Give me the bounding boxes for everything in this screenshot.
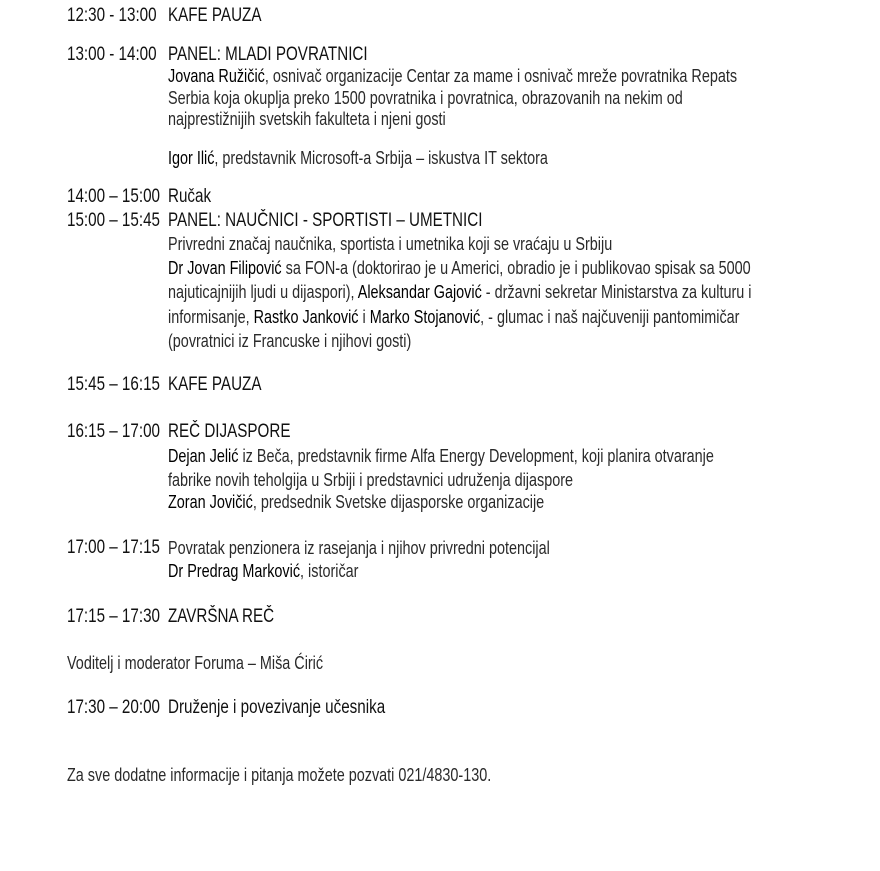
speaker-line: Jovana Ružičić, osnivač organizacije Centar za mame i osnivač mreže povratnika Repats <box>168 66 738 86</box>
speaker-line: informisanje, Rastko Janković i Marko Stojanović, - glumac i naš najčuveniji pantomimičar <box>168 307 740 327</box>
session-title: Druženje i povezivanje učesnika <box>168 697 386 718</box>
time-slot: 17:00 – 17:15 <box>67 537 160 558</box>
speaker-name: Dr Predrag Marković <box>168 561 301 581</box>
speaker-name: Aleksandar Gajović <box>357 282 482 302</box>
session-title: REČ DIJASPORE <box>168 421 291 442</box>
speaker-name: Dejan Jelić <box>168 446 239 466</box>
session-title: KAFE PAUZA <box>168 5 262 26</box>
session-title: Ručak <box>168 186 212 207</box>
session-title: Povratak penzionera iz rasejanja i njihov privredni potencijal <box>168 538 550 558</box>
time-slot: 16:15 – 17:00 <box>67 421 160 442</box>
speaker-name: Dr Jovan Filipović <box>168 258 282 278</box>
session-title: PANEL: MLADI POVRATNICI <box>168 44 368 65</box>
time-slot: 15:45 – 16:15 <box>67 374 160 395</box>
time-slot: 15:00 – 15:45 <box>67 210 160 231</box>
description-line: najprestižnijih svetskih fakulteta i njeni gosti <box>168 109 446 129</box>
speaker-name: Jovana Ružičić <box>168 66 265 86</box>
speaker-name: Igor Ilić <box>168 148 215 168</box>
speaker-line: Zoran Jovičić, predsednik Svetske dijasporske organizacije <box>168 492 545 512</box>
time-slot: 12:30 - 13:00 <box>67 5 157 26</box>
speaker-name: Rastko Janković <box>253 307 359 327</box>
speaker-line: Igor Ilić, predstavnik Microsoft-a Srbija – iskustva IT sektora <box>168 148 548 168</box>
description-line: Privredni značaj naučnika, sportista i umetnika koji se vraćaju u Srbiju <box>168 234 613 254</box>
session-title: ZAVRŠNA REČ <box>168 606 275 627</box>
time-slot: 13:00 - 14:00 <box>67 44 157 65</box>
description-line: fabrike novih teholgija u Srbiji i predstavnici udruženja dijaspore <box>168 470 574 490</box>
time-slot: 14:00 – 15:00 <box>67 186 160 207</box>
description-line: (povratnici iz Francuske i njihovi gosti) <box>168 331 412 351</box>
speaker-name: Marko Stojanović <box>369 307 481 327</box>
speaker-line: Dejan Jelić iz Beča, predstavnik firme Alfa Energy Development, koji planira otvaranje <box>168 446 714 466</box>
contact-line: Za sve dodatne informacije i pitanja možete pozvati 021/4830-130. <box>67 765 492 785</box>
speaker-line: Dr Jovan Filipović sa FON-a (doktorirao je u Americi, obradio je i publikovao spisak sa 5000 <box>168 258 751 278</box>
time-slot: 17:30 – 20:00 <box>67 697 160 718</box>
moderator-line: Voditelj i moderator Foruma – Miša Ćirić <box>67 653 324 673</box>
speaker-name: Zoran Jovičić <box>168 492 253 512</box>
description-line: Serbia koja okuplja preko 1500 povratnika i povratnica, obrazovanih na nekim od <box>168 88 683 108</box>
session-title: PANEL: NAUČNICI - SPORTISTI – UMETNICI <box>168 210 483 231</box>
session-title: KAFE PAUZA <box>168 374 262 395</box>
time-slot: 17:15 – 17:30 <box>67 606 160 627</box>
speaker-line: Dr Predrag Marković, istoričar <box>168 561 359 581</box>
speaker-line: najuticajnijih ljudi u dijaspori), Aleksandar Gajović - državni sekretar Ministarstva za kulturu i <box>168 282 752 302</box>
